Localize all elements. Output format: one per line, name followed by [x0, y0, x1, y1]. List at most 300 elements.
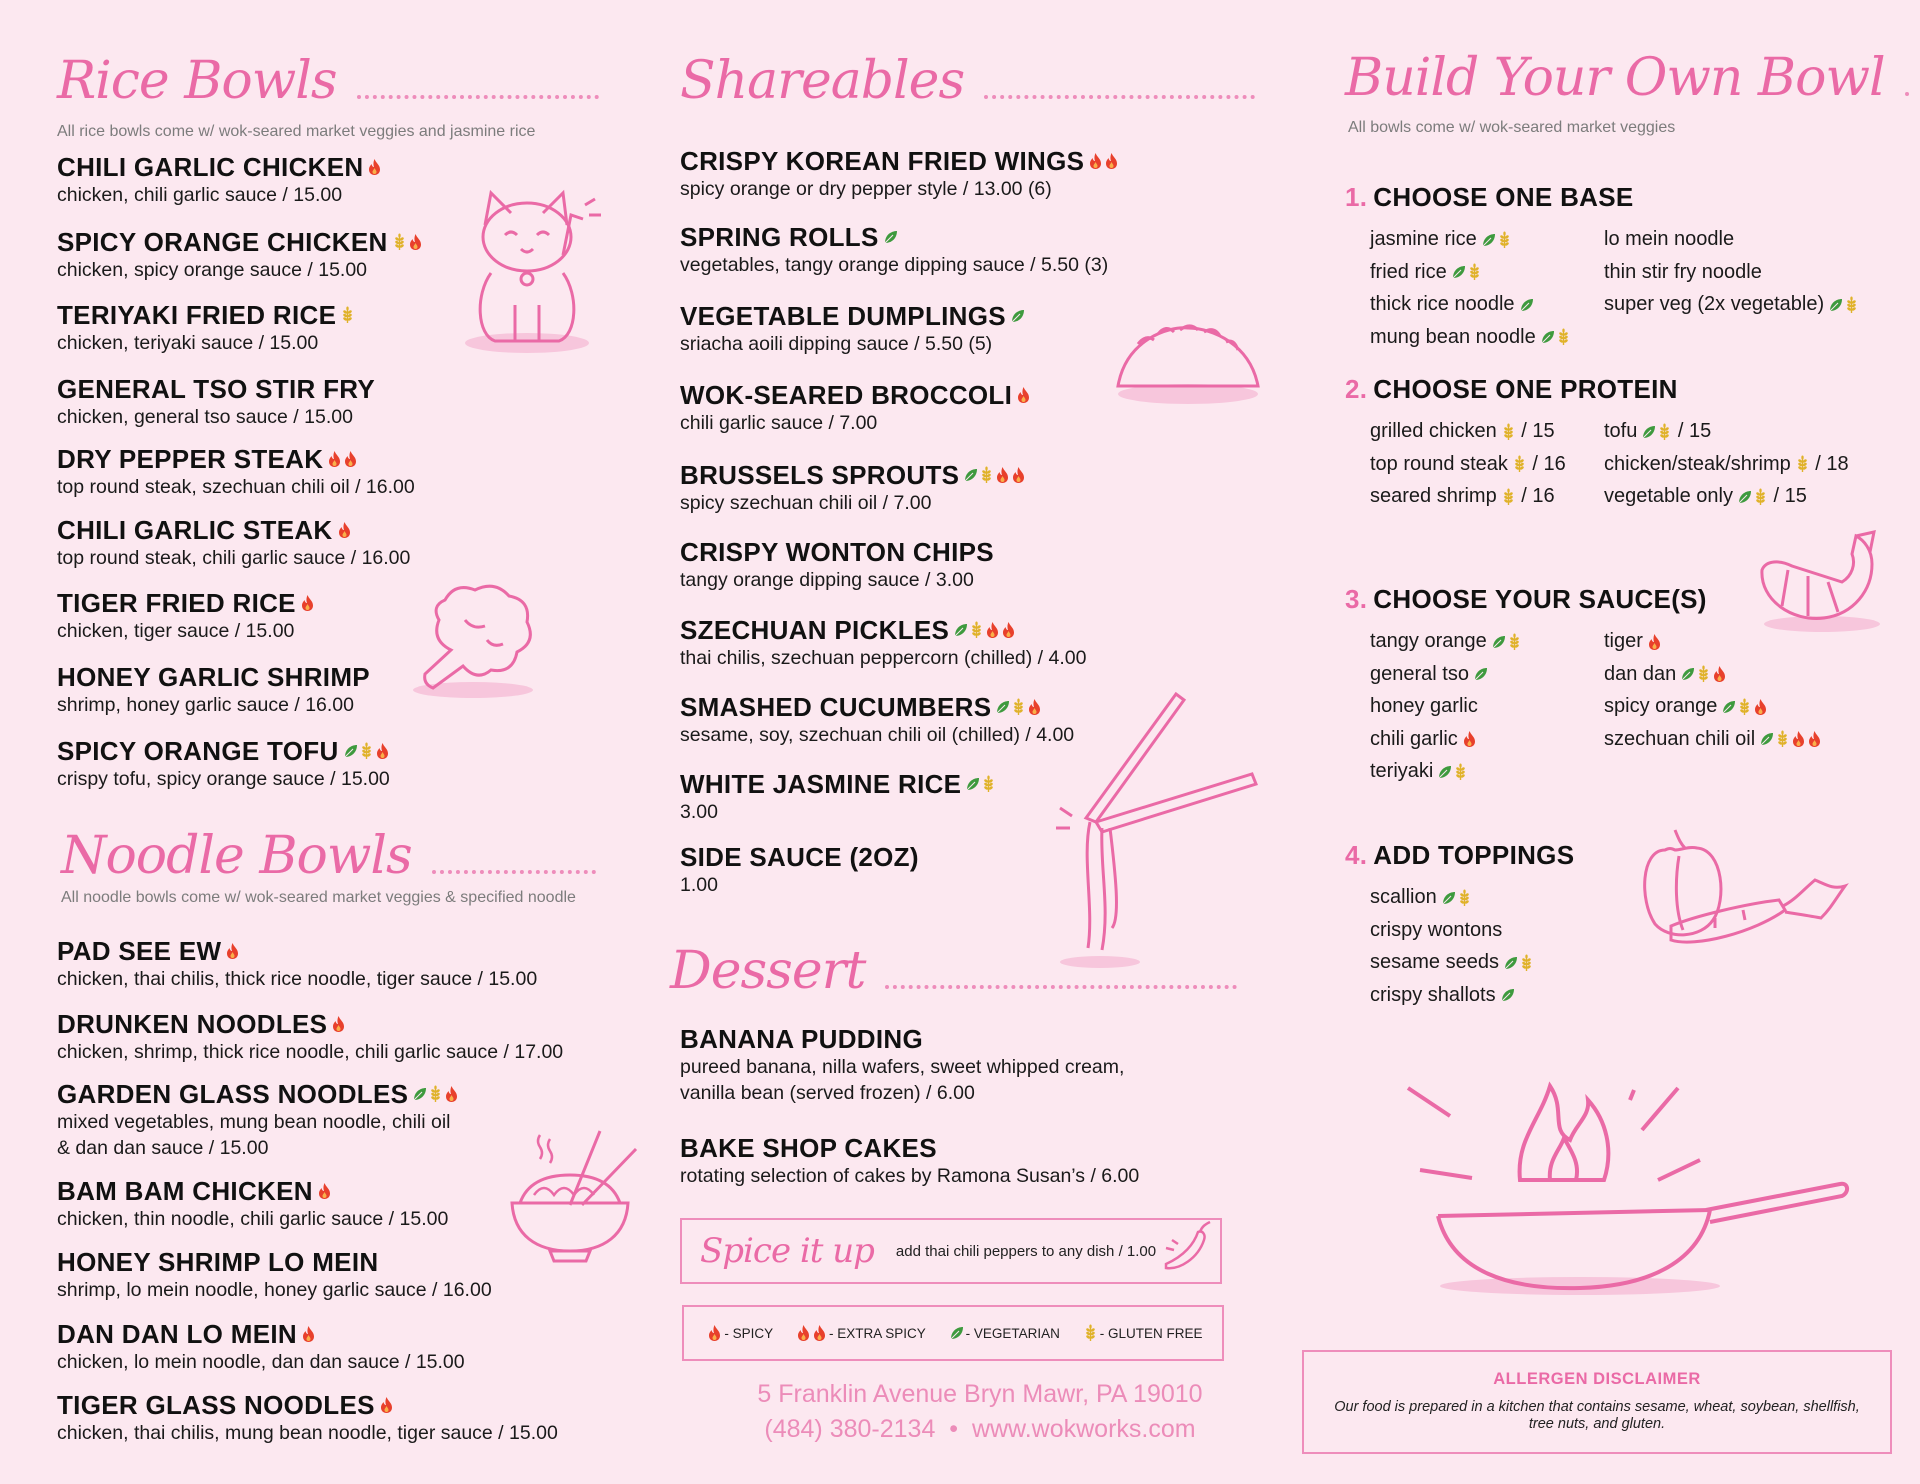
menu-item — [57, 152, 382, 208]
dumpling-icon — [1108, 320, 1268, 410]
build-option — [1370, 453, 1566, 476]
menu-item — [680, 222, 1108, 278]
spicy-icon — [300, 594, 315, 612]
build-option — [1370, 695, 1478, 718]
build-option-text: honey garlic — [1370, 695, 1478, 718]
spicy-icon — [367, 158, 382, 176]
menu-item-description: chicken, chili garlic sauce / 15.00 — [57, 184, 343, 206]
vegetarian-icon — [1010, 307, 1025, 325]
menu-item — [57, 300, 355, 356]
gluten-free-icon — [1657, 423, 1672, 441]
menu-item — [680, 146, 1119, 202]
spicy-icon — [1791, 730, 1806, 748]
menu-item-name-text: GARDEN GLASS NOODLES — [57, 1079, 409, 1109]
vegetarian-icon — [1828, 296, 1843, 314]
build-step-heading — [1345, 182, 1634, 213]
build-option — [1370, 919, 1502, 942]
menu-item-description: 1.00 — [680, 874, 718, 896]
build-step-heading — [1345, 584, 1707, 615]
menu-item-description: chicken, thai chilis, mung bean noodle, tiger sauce / 15.00 — [57, 1422, 558, 1444]
menu-item-name — [57, 662, 370, 692]
menu-item-description: chili garlic sauce / 7.00 — [680, 412, 878, 434]
build-option — [1604, 261, 1762, 284]
diet-badges — [1501, 423, 1516, 441]
menu-item-description: spicy orange or dry pepper style / 13.00 (6) — [680, 178, 1052, 200]
build-option — [1370, 728, 1477, 751]
build-option — [1370, 663, 1488, 686]
build-option-text: scallion — [1370, 886, 1437, 908]
allergen-text: Our food is prepared in a kitchen that contains sesame, wheat, soybean, shellfish, tree nuts, and gluten. — [1334, 1399, 1860, 1432]
build-option-price: / 15 — [1515, 420, 1555, 442]
build-option-text: crispy wontons — [1370, 918, 1503, 941]
noodle-bowls-note: All noodle bowls come w/ wok-seared market veggies & specified noodle — [61, 889, 576, 906]
gluten-free-icon — [1556, 328, 1571, 346]
menu-item — [57, 936, 537, 992]
vegetarian-icon — [1491, 633, 1506, 651]
spicy-icon — [1027, 698, 1042, 716]
menu-item-name — [57, 1247, 492, 1277]
menu-item-description: chicken, spicy orange sauce / 15.00 — [57, 259, 368, 281]
divider-dots — [357, 95, 599, 99]
menu-item-name — [680, 769, 996, 799]
menu-item-description: vegetables, tangy orange dipping sauce / 5.50 (3) — [680, 254, 1109, 276]
spicy-icon — [796, 1324, 811, 1342]
legend-extra-spicy: - EXTRA SPICY — [792, 1324, 926, 1342]
menu-item-name-text: TIGER FRIED RICE — [57, 588, 296, 618]
spicy-icon — [408, 233, 423, 251]
build-option-text: tiger — [1604, 630, 1643, 652]
menu-item-name — [680, 842, 919, 872]
build-option-price: / 15 — [1767, 485, 1807, 508]
phone-number[interactable]: (484) 380-2134 — [764, 1415, 936, 1443]
menu-item-name-text: WHITE JASMINE RICE — [680, 769, 962, 799]
vegetarian-icon — [1540, 328, 1555, 346]
menu-item-description: crispy tofu, spicy orange sauce / 15.00 — [57, 768, 390, 790]
spicy-icon — [995, 466, 1010, 484]
menu-item-name-text: BANANA PUDDING — [680, 1024, 924, 1054]
legend-vegetarian: - VEGETARIAN — [945, 1324, 1060, 1342]
build-option — [1604, 663, 1727, 686]
menu-item-name — [57, 227, 423, 257]
wok-icon — [1400, 1060, 1850, 1295]
build-option — [1370, 760, 1468, 783]
legend-badge — [707, 1324, 722, 1342]
menu-item-description: chicken, teriyaki sauce / 15.00 — [57, 332, 319, 354]
menu-item — [680, 460, 1026, 516]
vegetarian-icon — [883, 228, 898, 246]
diet-badges — [1759, 730, 1822, 748]
build-option-text: dan dan — [1604, 662, 1677, 685]
gluten-free-icon — [428, 1085, 443, 1103]
diet-badges — [883, 228, 898, 246]
menu-item-description: vanilla bean (served frozen) / 6.00 — [680, 1082, 975, 1104]
gluten-free-icon — [1775, 730, 1790, 748]
gluten-free-icon — [1453, 763, 1468, 781]
menu-item-name — [680, 615, 1086, 645]
menu-item-description: & dan dan sauce / 15.00 — [57, 1137, 269, 1159]
vegetarian-icon — [1441, 889, 1456, 907]
diet-badges — [1795, 455, 1810, 473]
vegetarian-icon — [995, 698, 1010, 716]
legend-spicy: - SPICY — [703, 1324, 773, 1342]
menu-item-description: tangy orange dipping sauce / 3.00 — [680, 569, 974, 591]
menu-item — [57, 227, 423, 283]
menu-item — [680, 1024, 1124, 1106]
build-option — [1370, 630, 1522, 653]
menu-item-name-text: CRISPY KOREAN FRIED WINGS — [680, 146, 1085, 176]
menu-item-description: chicken, general tso sauce / 15.00 — [57, 406, 353, 428]
gluten-free-icon — [359, 742, 374, 760]
spicy-icon — [707, 1324, 722, 1342]
menu-item — [680, 301, 1025, 357]
spicy-icon — [1001, 621, 1016, 639]
menu-item-name-text: TERIYAKI FRIED RICE — [57, 300, 337, 330]
spicy-icon — [444, 1085, 459, 1103]
build-bowl-note: All bowls come w/ wok-seared market veggies — [1348, 119, 1676, 136]
build-bowl-header — [1345, 48, 1910, 108]
menu-item — [680, 769, 996, 825]
divider-dots — [984, 95, 1255, 99]
vegetarian-icon — [1451, 263, 1466, 281]
step-number: 1. — [1345, 182, 1368, 212]
build-option-text: jasmine rice — [1370, 228, 1477, 250]
menu-item-description: top round steak, szechuan chili oil / 16.00 — [57, 476, 415, 498]
menu-item-description: sesame, soy, szechuan chili oil (chilled) / 4.00 — [680, 724, 1075, 746]
menu-item — [57, 1079, 459, 1161]
diet-badges — [340, 306, 355, 324]
menu-item-name-text: CRISPY WONTON CHIPS — [680, 537, 994, 567]
shrimp-icon — [1752, 530, 1892, 640]
step-number: 4. — [1345, 840, 1368, 870]
diet-badges — [317, 1182, 332, 1200]
diet-badges — [1451, 263, 1482, 281]
menu-item-name — [57, 515, 410, 545]
diet-badges — [1500, 986, 1515, 1004]
diet-badges — [1491, 633, 1522, 651]
shareables-title: Shareables — [680, 51, 965, 111]
menu-item-name-text: SPICY ORANGE TOFU — [57, 736, 339, 766]
build-option-text: seared shrimp — [1370, 485, 1497, 508]
menu-item-name — [680, 301, 1025, 331]
legend-badge — [1083, 1324, 1098, 1342]
diet-badges — [1680, 665, 1727, 683]
build-option-text: general tso — [1370, 662, 1469, 685]
diet-badges — [1501, 488, 1516, 506]
shareables-header — [680, 51, 1255, 111]
spicy-icon — [1647, 633, 1662, 651]
gluten-free-icon — [979, 466, 994, 484]
diet-badges — [953, 621, 1016, 639]
menu-item-name — [57, 736, 390, 766]
diet-badges — [1473, 665, 1488, 683]
noodle-bowls-title: Noodle Bowls — [61, 826, 412, 886]
menu-item — [57, 1390, 558, 1446]
gluten-free-icon — [1795, 455, 1810, 473]
menu-item-name-text: VEGETABLE DUMPLINGS — [680, 301, 1006, 331]
spicy-icon — [1712, 665, 1727, 683]
build-option-text: tangy orange — [1370, 630, 1487, 652]
build-option-price: / 15 — [1672, 420, 1712, 442]
menu-item-name — [680, 460, 1026, 490]
gluten-free-icon — [1507, 633, 1522, 651]
build-option-text: thin stir fry noodle — [1604, 260, 1762, 283]
build-option-text: thick rice noodle — [1370, 293, 1515, 316]
chopsticks-icon — [1050, 688, 1260, 978]
spicy-icon — [327, 450, 342, 468]
menu-item — [680, 537, 994, 593]
vegetarian-icon — [963, 466, 978, 484]
vegetarian-icon — [1519, 296, 1534, 314]
menu-item-name-text: HONEY SHRIMP LO MEIN — [57, 1247, 379, 1277]
menu-item-name — [57, 444, 415, 474]
legend-badge — [796, 1324, 827, 1342]
vegetarian-icon — [343, 742, 358, 760]
menu-item-name-text: WOK-SEARED BROCCOLI — [680, 380, 1013, 410]
spicy-icon — [1104, 152, 1119, 170]
website-link[interactable]: www.wokworks.com — [971, 1415, 1196, 1443]
menu-item — [680, 615, 1086, 671]
menu-item — [57, 1009, 563, 1065]
gluten-free-icon — [1501, 423, 1516, 441]
build-option — [1604, 630, 1662, 653]
diet-badges — [1441, 889, 1472, 907]
menu-item-name — [57, 1079, 459, 1109]
vegetarian-icon — [412, 1085, 427, 1103]
menu-item-name-text: SIDE SAUCE (2OZ) — [680, 842, 919, 872]
legend-badge — [949, 1324, 964, 1342]
menu-item-description: thai chilis, szechuan peppercorn (chilled) / 4.00 — [680, 647, 1087, 669]
diet-badges — [963, 466, 1026, 484]
menu-item-name — [57, 936, 537, 966]
menu-item-name — [57, 1390, 558, 1420]
menu-item-description: 3.00 — [680, 801, 718, 823]
menu-item-name — [680, 380, 1031, 410]
menu-item-name-text: SMASHED CUCUMBERS — [680, 692, 992, 722]
step-label: ADD TOPPINGS — [1373, 840, 1575, 870]
diet-badges — [1016, 386, 1031, 404]
spicy-icon — [301, 1325, 316, 1343]
vegetarian-icon — [1641, 423, 1656, 441]
menu-item-name-text: DRY PEPPER STEAK — [57, 444, 324, 474]
spicy-icon — [1753, 698, 1768, 716]
diet-badges — [1503, 954, 1534, 972]
build-option — [1370, 984, 1515, 1007]
spicy-icon — [331, 1015, 346, 1033]
menu-item-description: rotating selection of cakes by Ramona Susan’s / 6.00 — [680, 1165, 1140, 1187]
build-option — [1604, 453, 1849, 476]
diet-badges — [965, 775, 996, 793]
spicy-icon — [985, 621, 1000, 639]
build-option-text: top round steak — [1370, 452, 1508, 475]
vegetarian-icon — [1481, 231, 1496, 249]
menu-item-name — [680, 1133, 1139, 1163]
broccoli-icon — [405, 580, 545, 700]
menu-item-name-text: DRUNKEN NOODLES — [57, 1009, 328, 1039]
menu-item-description: shrimp, lo mein noodle, honey garlic sauce / 16.00 — [57, 1279, 492, 1301]
menu-item-name — [57, 1319, 465, 1349]
gluten-free-icon — [1083, 1324, 1098, 1342]
build-option — [1370, 485, 1555, 508]
build-option — [1370, 886, 1472, 909]
build-option — [1604, 485, 1807, 508]
menu-item — [680, 1133, 1139, 1189]
diet-badges — [367, 158, 382, 176]
menu-item-name-text: TIGER GLASS NOODLES — [57, 1390, 375, 1420]
menu-item-name — [680, 1024, 1124, 1054]
diet-badges — [1647, 633, 1662, 651]
legend — [682, 1305, 1224, 1361]
noodle-bowls-header — [61, 826, 596, 886]
menu-item — [57, 1176, 448, 1232]
build-option — [1604, 728, 1822, 751]
diet-badges — [225, 942, 240, 960]
spicy-icon — [375, 742, 390, 760]
menu-item-name — [680, 537, 994, 567]
diet-badges — [1462, 730, 1477, 748]
build-option-price: / 18 — [1809, 452, 1849, 475]
menu-item — [680, 380, 1031, 436]
menu-item-name — [680, 692, 1074, 722]
contact-line — [680, 1415, 1280, 1444]
build-option-text: szechuan chili oil — [1604, 727, 1756, 750]
divider-dots — [432, 870, 596, 874]
menu-item-name-text: DAN DAN LO MEIN — [57, 1319, 297, 1349]
build-option-price: / 16 — [1526, 452, 1566, 475]
spicy-icon — [1807, 730, 1822, 748]
menu-item-name — [680, 146, 1119, 176]
menu-item-description: shrimp, honey garlic sauce / 16.00 — [57, 694, 354, 716]
separator-dot: • — [949, 1415, 959, 1443]
menu-item-name-text: BRUSSELS SPROUTS — [680, 460, 960, 490]
build-option — [1370, 951, 1534, 974]
vegetarian-icon — [1503, 954, 1518, 972]
vegetarian-icon — [1473, 665, 1488, 683]
spicy-icon — [812, 1324, 827, 1342]
menu-item-description: chicken, shrimp, thick rice noodle, chili garlic sauce / 17.00 — [57, 1041, 564, 1063]
noodle-bowl-icon — [500, 1125, 640, 1265]
diet-badges — [1512, 455, 1527, 473]
rice-bowls-title: Rice Bowls — [57, 51, 337, 111]
menu-item-name — [680, 222, 1108, 252]
menu-item-description: mixed vegetables, mung bean noodle, chili oil — [57, 1111, 451, 1133]
address: 5 Franklin Avenue Bryn Mawr, PA 19010 — [757, 1380, 1203, 1408]
spicy-icon — [317, 1182, 332, 1200]
spicy-icon — [337, 521, 352, 539]
vegetarian-icon — [953, 621, 968, 639]
diet-badges — [1519, 296, 1534, 314]
menu-item-name-text: SPRING ROLLS — [680, 222, 879, 252]
diet-badges — [1540, 328, 1571, 346]
build-option-text: vegetable only — [1604, 485, 1733, 508]
diet-badges — [327, 450, 358, 468]
build-option-text: grilled chicken — [1370, 420, 1497, 442]
menu-item-name — [57, 300, 355, 330]
build-option-price: / 16 — [1515, 485, 1555, 508]
menu-item-description: chicken, thin noodle, chili garlic sauce / 15.00 — [57, 1208, 449, 1230]
menu-item — [680, 692, 1074, 748]
menu-item — [57, 515, 410, 571]
build-option-text: super veg (2x vegetable) — [1604, 293, 1825, 316]
spicy-icon — [1462, 730, 1477, 748]
gluten-free-icon — [392, 233, 407, 251]
build-option — [1604, 695, 1768, 718]
build-option — [1370, 420, 1555, 443]
legend-gluten-free: - GLUTEN FREE — [1079, 1324, 1203, 1342]
menu-item-name — [57, 1009, 563, 1039]
gluten-free-icon — [1753, 488, 1768, 506]
rice-bowls-note: All rice bowls come w/ wok-seared market veggies and jasmine rice — [57, 123, 536, 140]
menu-item — [57, 1319, 465, 1375]
menu-item-name — [57, 588, 315, 618]
build-option — [1370, 326, 1571, 349]
menu-item-description: chicken, tiger sauce / 15.00 — [57, 620, 295, 642]
gluten-free-icon — [1696, 665, 1711, 683]
vegetarian-icon — [1721, 698, 1736, 716]
diet-badges — [1481, 231, 1512, 249]
menu-item — [57, 1247, 492, 1303]
allergen-title: ALLERGEN DISCLAIMER — [1493, 1370, 1701, 1388]
cat-icon — [455, 185, 605, 355]
menu-item-name-text: CHILI GARLIC CHICKEN — [57, 152, 364, 182]
diet-badges — [1737, 488, 1768, 506]
diet-badges — [331, 1015, 346, 1033]
step-label: CHOOSE ONE BASE — [1373, 182, 1634, 212]
menu-item-name-text: CHILI GARLIC STEAK — [57, 515, 333, 545]
build-option — [1604, 228, 1734, 251]
gluten-free-icon — [1501, 488, 1516, 506]
diet-badges — [1721, 698, 1768, 716]
build-option — [1604, 420, 1711, 443]
rice-bowls-header — [57, 51, 599, 111]
vegetarian-icon — [1737, 488, 1752, 506]
menu-item-description: top round steak, chili garlic sauce / 16.00 — [57, 547, 411, 569]
gluten-free-icon — [1497, 231, 1512, 249]
menu-item — [57, 444, 415, 500]
diet-badges — [343, 742, 390, 760]
chili-pepper-icon — [1160, 1218, 1220, 1282]
build-bowl-title: Build Your Own Bowl — [1345, 48, 1885, 108]
diet-badges — [1010, 307, 1025, 325]
menu-item-name-text: SZECHUAN PICKLES — [680, 615, 950, 645]
diet-badges — [1641, 423, 1672, 441]
build-option-text: teriyaki — [1370, 760, 1434, 783]
diet-badges — [1437, 763, 1468, 781]
vegetarian-icon — [949, 1324, 964, 1342]
vegetarian-icon — [1437, 763, 1452, 781]
gluten-free-icon — [1457, 889, 1472, 907]
diet-badges — [379, 1396, 394, 1414]
build-option-text: mung bean noodle — [1370, 325, 1536, 348]
gluten-free-icon — [1011, 698, 1026, 716]
build-step-heading — [1345, 840, 1574, 871]
gluten-free-icon — [340, 306, 355, 324]
menu-item — [57, 374, 375, 430]
build-option-text: crispy shallots — [1370, 983, 1496, 1006]
vegetarian-icon — [1759, 730, 1774, 748]
menu-item-description: spicy szechuan chili oil / 7.00 — [680, 492, 932, 514]
menu-item-name — [57, 374, 375, 404]
build-option — [1604, 293, 1859, 316]
divider-dots — [885, 985, 1237, 989]
gluten-free-icon — [1467, 263, 1482, 281]
spicy-icon — [1011, 466, 1026, 484]
menu-item — [57, 662, 370, 718]
spice-it-up-text: add thai chili peppers to any dish / 1.00 — [895, 1242, 1157, 1260]
menu-item-description: sriacha aoili dipping sauce / 5.50 (5) — [680, 333, 993, 355]
build-option — [1370, 228, 1512, 251]
build-option — [1370, 293, 1534, 316]
divider-dots — [1905, 92, 1910, 96]
